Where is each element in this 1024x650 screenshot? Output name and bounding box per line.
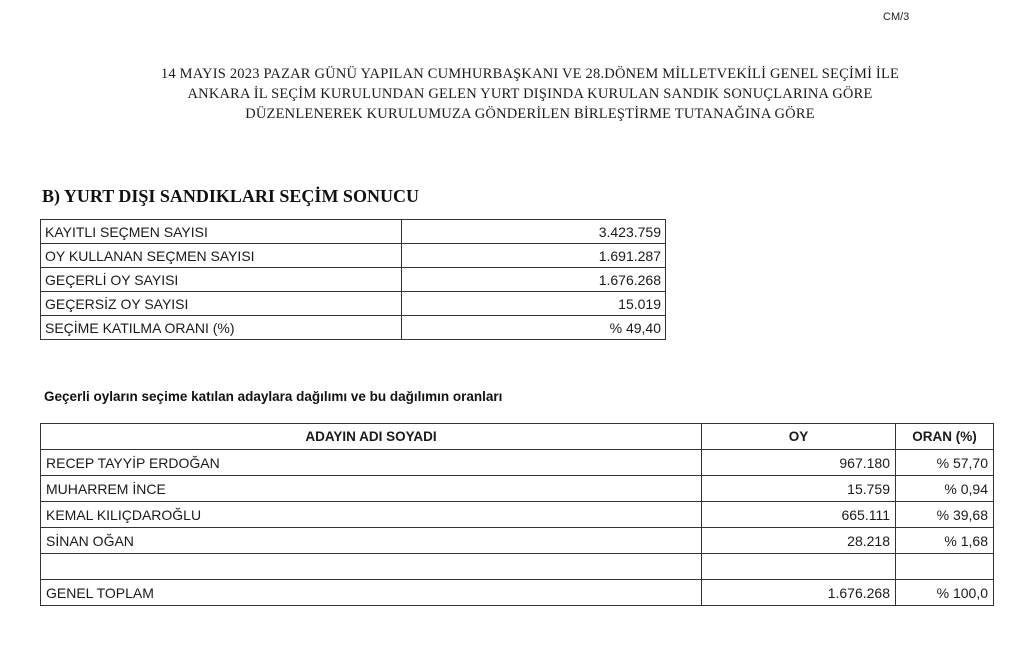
results-table xyxy=(40,423,994,606)
candidate-votes: 967.180 xyxy=(702,450,896,476)
column-header-name: ADAYIN ADI SOYADI xyxy=(41,424,702,450)
summary-label: GEÇERSİZ OY SAYISI xyxy=(41,292,402,316)
column-header-ratio: ORAN (%) xyxy=(896,424,994,450)
candidate-ratio xyxy=(896,554,994,580)
table-total-row xyxy=(41,580,994,606)
total-votes: 1.676.268 xyxy=(702,580,896,606)
summary-label: OY KULLANAN SEÇMEN SAYISI xyxy=(41,244,402,268)
table-row xyxy=(41,450,994,476)
candidate-name: MUHARREM İNCE xyxy=(41,476,702,502)
candidate-ratio: % 1,68 xyxy=(896,528,994,554)
table-row-empty xyxy=(41,554,994,580)
candidate-ratio: % 57,70 xyxy=(896,450,994,476)
candidate-ratio: % 39,68 xyxy=(896,502,994,528)
header-line: DÜZENLENEREK KURULUMUZA GÖNDERİLEN BİRLEŞTİRME TUTANAĞINA GÖRE xyxy=(245,106,815,122)
header-line: 14 MAYIS 2023 PAZAR GÜNÜ YAPILAN CUMHURBAŞKANI VE 28.DÖNEM MİLLETVEKİLİ GENEL SEÇİMİ İLE xyxy=(160,66,900,82)
total-label: GENEL TOPLAM xyxy=(41,580,702,606)
table-row xyxy=(41,528,994,554)
summary-label: GEÇERLİ OY SAYISI xyxy=(41,268,402,292)
summary-value: 15.019 xyxy=(402,292,666,316)
section-title: B) YURT DIŞI SANDIKLARI SEÇİM SONUCU xyxy=(42,186,419,206)
candidate-name xyxy=(41,554,702,580)
candidate-name: RECEP TAYYİP ERDOĞAN xyxy=(41,450,702,476)
summary-label: KAYITLI SEÇMEN SAYISI xyxy=(41,220,402,244)
candidate-votes: 15.759 xyxy=(702,476,896,502)
summary-value: 3.423.759 xyxy=(402,220,666,244)
candidate-ratio: % 0,94 xyxy=(896,476,994,502)
table-row xyxy=(41,268,666,292)
total-ratio: % 100,0 xyxy=(896,580,994,606)
header-line: ANKARA İL SEÇİM KURULUNDAN GELEN YURT DIŞINDA KURULAN SANDIK SONUÇLARINA GÖRE xyxy=(187,86,873,102)
candidate-votes: 665.111 xyxy=(702,502,896,528)
table-row xyxy=(41,476,994,502)
table-header-row xyxy=(41,424,994,450)
results-intro: Geçerli oyların seçime katılan adaylara dağılımı ve bu dağılımın oranları xyxy=(44,389,503,404)
candidate-name: KEMAL KILIÇDAROĞLU xyxy=(41,502,702,528)
summary-value: % 49,40 xyxy=(402,316,666,340)
candidate-votes xyxy=(702,554,896,580)
candidate-votes: 28.218 xyxy=(702,528,896,554)
candidate-name: SİNAN OĞAN xyxy=(41,528,702,554)
document-header xyxy=(60,64,1000,124)
table-row xyxy=(41,220,666,244)
table-row xyxy=(41,292,666,316)
table-row xyxy=(41,244,666,268)
summary-value: 1.691.287 xyxy=(402,244,666,268)
table-row xyxy=(41,316,666,340)
column-header-votes: OY xyxy=(702,424,896,450)
summary-label: SEÇİME KATILMA ORANI (%) xyxy=(41,316,402,340)
summary-table xyxy=(40,219,666,340)
summary-value: 1.676.268 xyxy=(402,268,666,292)
table-row xyxy=(41,502,994,528)
page-code: CM/3 xyxy=(883,11,910,23)
